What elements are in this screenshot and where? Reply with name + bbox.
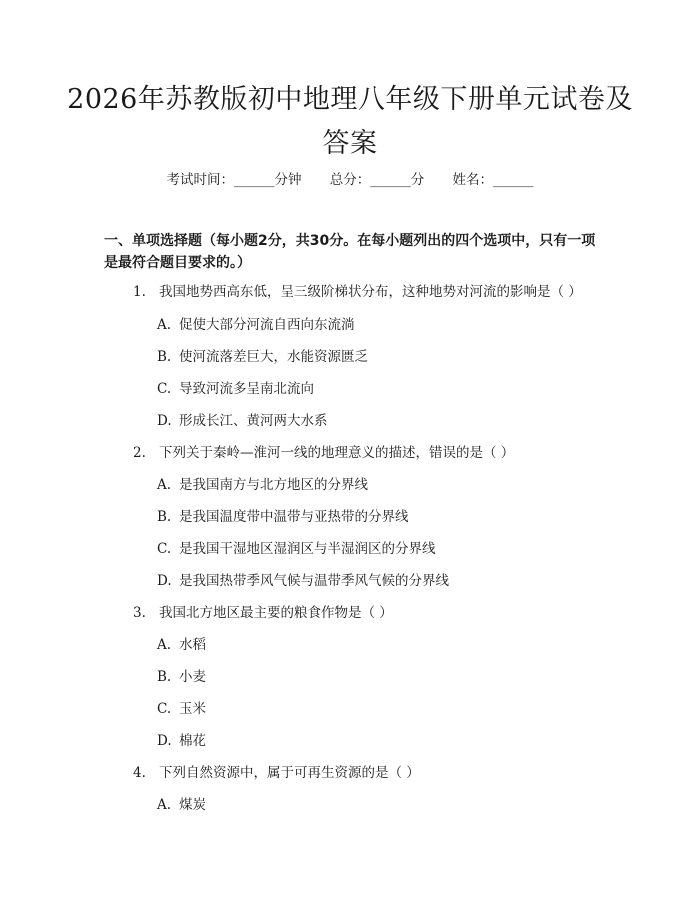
option-letter: A. xyxy=(157,317,172,333)
option-text: 棉花 xyxy=(179,733,206,749)
option-letter: C. xyxy=(157,381,172,397)
question-2-option-a xyxy=(157,475,368,495)
question-2-option-d xyxy=(157,571,449,591)
question-3-option-b xyxy=(157,667,206,687)
question-number: 1. xyxy=(133,284,146,300)
option-letter: A. xyxy=(157,797,172,813)
option-letter: A. xyxy=(157,637,172,653)
option-letter: A. xyxy=(157,477,172,493)
option-text: 是我国热带季风气候与温带季风气候的分界线 xyxy=(179,573,449,589)
option-letter: B. xyxy=(157,669,172,685)
option-letter: B. xyxy=(157,509,172,525)
option-text: 玉米 xyxy=(179,701,206,717)
option-letter: D. xyxy=(157,733,172,749)
question-number: 2. xyxy=(133,445,146,461)
question-1-option-b xyxy=(157,347,368,367)
question-1-option-c xyxy=(157,379,314,399)
exam-title: 2026年苏教版初中地理八年级下册单元试卷及答案 xyxy=(67,84,633,159)
option-letter: C. xyxy=(157,701,172,717)
question-3-option-a xyxy=(157,635,206,655)
question-4 xyxy=(133,763,420,783)
question-number: 3. xyxy=(133,605,146,621)
exam-info-line xyxy=(0,168,700,188)
option-letter: D. xyxy=(157,413,172,429)
question-2-option-b xyxy=(157,507,409,527)
option-text: 是我国温度带中温带与亚热带的分界线 xyxy=(179,509,409,525)
option-letter: D. xyxy=(157,573,172,589)
option-text: 小麦 xyxy=(179,669,206,685)
option-text: 煤炭 xyxy=(179,797,206,813)
question-2 xyxy=(133,443,514,463)
student-name-field: 姓名：______ xyxy=(452,172,534,188)
option-letter: C. xyxy=(157,541,172,557)
question-3 xyxy=(133,603,393,623)
question-1 xyxy=(133,282,582,302)
section-heading: 一、单项选择题（每小题2分，共30分。在每小题列出的四个选项中，只有一项是最符合题目要求的。） xyxy=(104,233,596,271)
option-text: 水稻 xyxy=(179,637,206,653)
option-letter: B. xyxy=(157,349,172,365)
question-text: 我国地势西高东低，呈三级阶梯状分布，这种地势对河流的影响是（ ） xyxy=(159,284,582,300)
exam-time-field: 考试时间：______分钟 xyxy=(166,172,302,188)
option-text: 是我国干湿地区湿润区与半湿润区的分界线 xyxy=(179,541,436,557)
option-text: 导致河流多呈南北流向 xyxy=(179,381,314,397)
question-text: 我国北方地区最主要的粮食作物是（ ） xyxy=(159,605,393,621)
question-1-option-d xyxy=(157,411,328,431)
question-3-option-d xyxy=(157,731,206,751)
total-score-field: 总分：______分 xyxy=(329,172,425,188)
option-text: 形成长江、黄河两大水系 xyxy=(179,413,328,429)
question-4-option-a xyxy=(157,795,206,815)
question-1-option-a xyxy=(157,315,355,335)
question-text: 下列关于秦岭—淮河一线的地理意义的描述，错误的是（ ） xyxy=(159,445,515,461)
question-number: 4. xyxy=(133,765,146,781)
question-text: 下列自然资源中，属于可再生资源的是（ ） xyxy=(159,765,420,781)
option-text: 使河流落差巨大，水能资源匮乏 xyxy=(179,349,368,365)
question-3-option-c xyxy=(157,699,206,719)
option-text: 促使大部分河流自西向东流淌 xyxy=(179,317,355,333)
question-2-option-c xyxy=(157,539,436,559)
option-text: 是我国南方与北方地区的分界线 xyxy=(179,477,368,493)
